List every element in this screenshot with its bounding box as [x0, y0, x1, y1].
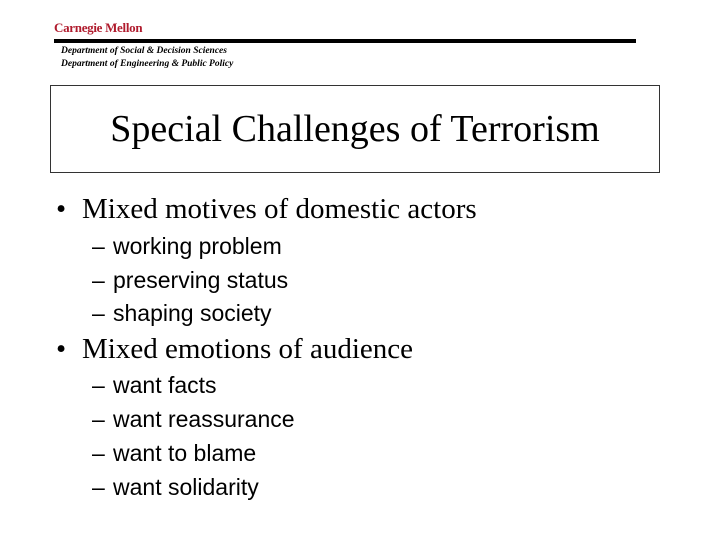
- sub-item: [92, 474, 259, 501]
- sub-marker: –: [92, 474, 105, 500]
- sub-text: preserving status: [113, 267, 289, 293]
- department-line-2: Department of Engineering & Public Policy: [61, 59, 234, 69]
- bullet-text: Mixed emotions of audience: [82, 333, 413, 365]
- sub-marker: –: [92, 440, 105, 466]
- title-box: [50, 85, 660, 173]
- sub-text: want to blame: [113, 440, 257, 466]
- bullet-text: Mixed motives of domestic actors: [82, 193, 477, 225]
- bullet-item: [56, 333, 413, 366]
- sub-text: shaping society: [113, 300, 272, 326]
- sub-item: [92, 440, 256, 467]
- sub-marker: –: [92, 267, 105, 293]
- department-line-1: Department of Social & Decision Sciences: [61, 46, 227, 56]
- sub-text: want solidarity: [113, 474, 259, 500]
- sub-item: [92, 300, 272, 327]
- sub-text: want facts: [113, 372, 217, 398]
- carnegie-mellon-logo: Carnegie Mellon: [54, 20, 143, 35]
- bullet-item: [56, 193, 477, 226]
- sub-text: want reassurance: [113, 406, 295, 432]
- sub-marker: –: [92, 406, 105, 432]
- bullet-marker: •: [56, 333, 67, 365]
- slide-title: Special Challenges of Terrorism: [110, 108, 600, 150]
- bullet-marker: •: [56, 193, 67, 225]
- sub-marker: –: [92, 372, 105, 398]
- sub-item: [92, 372, 217, 399]
- sub-item: [92, 406, 295, 433]
- sub-item: [92, 233, 282, 260]
- sub-marker: –: [92, 300, 105, 326]
- sub-marker: –: [92, 233, 105, 259]
- sub-item: [92, 267, 288, 294]
- sub-text: working problem: [113, 233, 282, 259]
- header-rule: [54, 39, 636, 43]
